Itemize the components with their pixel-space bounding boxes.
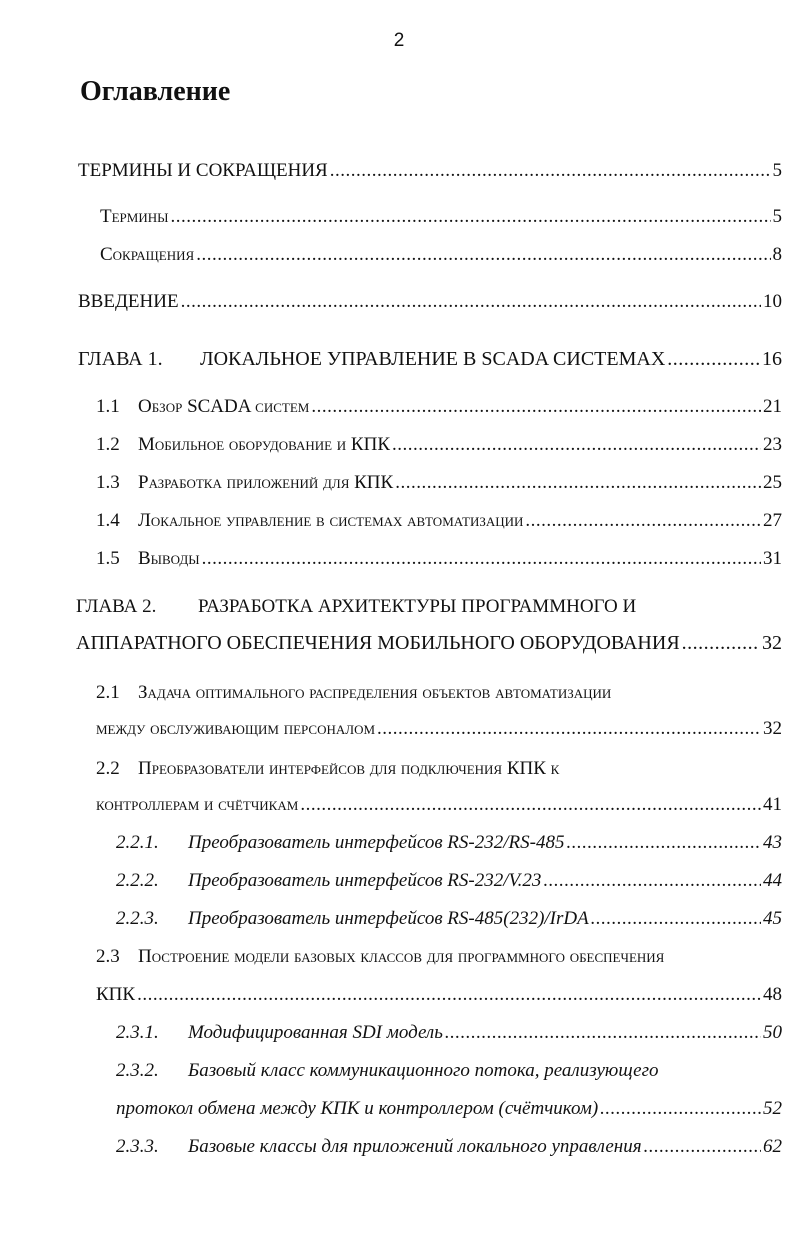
toc-label: Преобразователи интерфейсов для подключения КПК к [138,758,560,779]
toc-page: 25 [763,472,782,493]
toc-entry-abbrev[interactable] [100,244,782,272]
toc-label: ЛОКАЛЬНОЕ УПРАВЛЕНИЕ В SCADA СИСТЕМАХ [200,348,666,370]
toc-label: КПК [96,984,136,1005]
toc-page: 27 [763,510,782,531]
toc-page: 62 [763,1136,782,1157]
toc-leader [644,1136,761,1158]
toc-entry-2-2-2[interactable] [116,870,782,898]
toc-entry-chapter-1[interactable] [78,348,782,376]
toc-section-number: 2.1 [96,682,120,703]
toc-entry-1-2[interactable] [96,434,782,462]
toc-entry-2-2-1[interactable] [116,832,782,860]
toc-leader [300,794,761,816]
toc-label: Сокращения [100,244,195,265]
toc-label: ТЕРМИНЫ И СОКРАЩЕНИЯ [78,160,328,181]
toc-page: 32 [762,632,782,654]
toc-page: 48 [763,984,782,1005]
toc-leader [392,434,761,456]
toc-leader [181,291,761,313]
toc-entry-2-3-3[interactable] [116,1136,782,1164]
toc-entry-2-3-1[interactable] [116,1022,782,1050]
toc-leader [543,870,761,892]
toc-section-number: 2.3.2. [116,1060,159,1081]
toc-entry-2-1-line1[interactable] [96,682,611,704]
toc-label: Выводы [138,548,200,569]
toc-leader [137,984,761,1006]
toc-entry-terms-sub[interactable] [100,206,782,234]
toc-page: 45 [763,908,782,929]
toc-leader [311,396,761,418]
toc-entry-1-4[interactable] [96,510,782,538]
toc-entry-1-1[interactable] [96,396,782,424]
toc-page: 32 [763,718,782,739]
toc-label: Построение модели базовых классов для программного обеспечения [138,946,665,967]
toc-entry-2-3-2-line2[interactable] [116,1098,782,1126]
toc-label: контроллерам и счётчикам [96,794,299,815]
toc-page: 41 [763,794,782,815]
toc-section-number: 1.1 [96,396,120,417]
toc-section-number: 2.2.2. [116,870,159,891]
toc-leader [330,160,771,182]
toc-page: 44 [763,870,782,891]
toc-section-number: 2.3.3. [116,1136,159,1157]
toc-leader [445,1022,761,1044]
toc-leader [196,244,770,266]
toc-entry-2-2-line1[interactable] [96,758,559,780]
toc-leader [682,632,760,655]
toc-leader [591,908,761,930]
toc-label: ВВЕДЕНИЕ [78,291,179,312]
toc-section-number: 1.5 [96,548,120,569]
toc-entry-2-3-line2[interactable] [96,984,782,1012]
toc-leader [395,472,761,494]
toc-section-number: 1.4 [96,510,120,531]
toc-entry-2-2-3[interactable] [116,908,782,936]
toc-section-number: 2.2.1. [116,832,159,853]
toc-section-number: 1.2 [96,434,120,455]
toc-entry-terms[interactable] [78,160,782,188]
toc-page: 31 [763,548,782,569]
toc-label: Мобильное оборудование и КПК [138,434,391,455]
toc-label: Базовый класс коммуникационного потока, реализующего [188,1060,659,1081]
toc-page: 21 [763,396,782,417]
toc-entry-chapter-2-line1[interactable] [76,596,636,618]
toc-label: Разработка приложений для КПК [138,472,394,493]
toc-entry-2-2-line2[interactable] [96,794,782,822]
toc-entry-chapter-2-line2[interactable] [76,632,782,660]
toc-section-number: 2.2.3. [116,908,159,929]
toc-leader [525,510,761,532]
toc-page: 23 [763,434,782,455]
toc-label: Задача оптимального распределения объектов автоматизации [138,682,612,703]
page-number: 2 [393,30,405,51]
toc-leader [202,548,761,570]
toc-page: 5 [772,160,782,181]
toc-label: Преобразователь интерфейсов RS-232/RS-485 [188,832,565,853]
toc-entry-2-3-2-line1[interactable] [116,1060,659,1082]
toc-entry-1-5[interactable] [96,548,782,576]
toc-label: Базовые классы для приложений локального управления [188,1136,642,1157]
toc-entry-intro[interactable] [78,291,782,319]
toc-label: Модифицированная SDI модель [188,1022,443,1043]
toc-chapter-number: ГЛАВА 2. [76,596,157,617]
page-title: Оглавление [80,76,231,107]
toc-label: Обзор SCADA систем [138,396,310,417]
toc-page: 8 [772,244,782,265]
toc-label: Локальное управление в системах автоматизации [138,510,524,531]
toc-section-number: 2.3.1. [116,1022,159,1043]
toc-leader [170,206,770,228]
toc-page: 50 [763,1022,782,1043]
toc-page: 10 [763,291,782,312]
toc-section-number: 2.2 [96,758,120,779]
toc-label: между обслуживающим персоналом [96,718,376,739]
toc-page: 52 [763,1098,782,1119]
toc-leader [377,718,761,740]
toc-page: 16 [762,348,782,370]
toc-label: АППАРАТНОГО ОБЕСПЕЧЕНИЯ МОБИЛЬНОГО ОБОРУДОВАНИЯ [76,632,680,654]
toc-leader [600,1098,761,1120]
toc-leader [566,832,761,854]
toc-entry-2-1-line2[interactable] [96,718,782,746]
toc-entry-2-3-line1[interactable] [96,946,664,968]
toc-page: 43 [763,832,782,853]
toc-section-number: 2.3 [96,946,120,967]
toc-label: РАЗРАБОТКА АРХИТЕКТУРЫ ПРОГРАММНОГО И [198,596,637,617]
toc-entry-1-3[interactable] [96,472,782,500]
toc-chapter-number: ГЛАВА 1. [78,348,163,370]
toc-label: Преобразователь интерфейсов RS-232/V.23 [188,870,542,891]
toc-section-number: 1.3 [96,472,120,493]
toc-leader [667,348,760,371]
toc-label: Преобразователь интерфейсов RS-485(232)/IrDA [188,908,589,929]
toc-label: протокол обмена между КПК и контроллером (счётчиком) [116,1098,599,1119]
toc-page: 5 [772,206,782,227]
toc-label: Термины [100,206,169,227]
